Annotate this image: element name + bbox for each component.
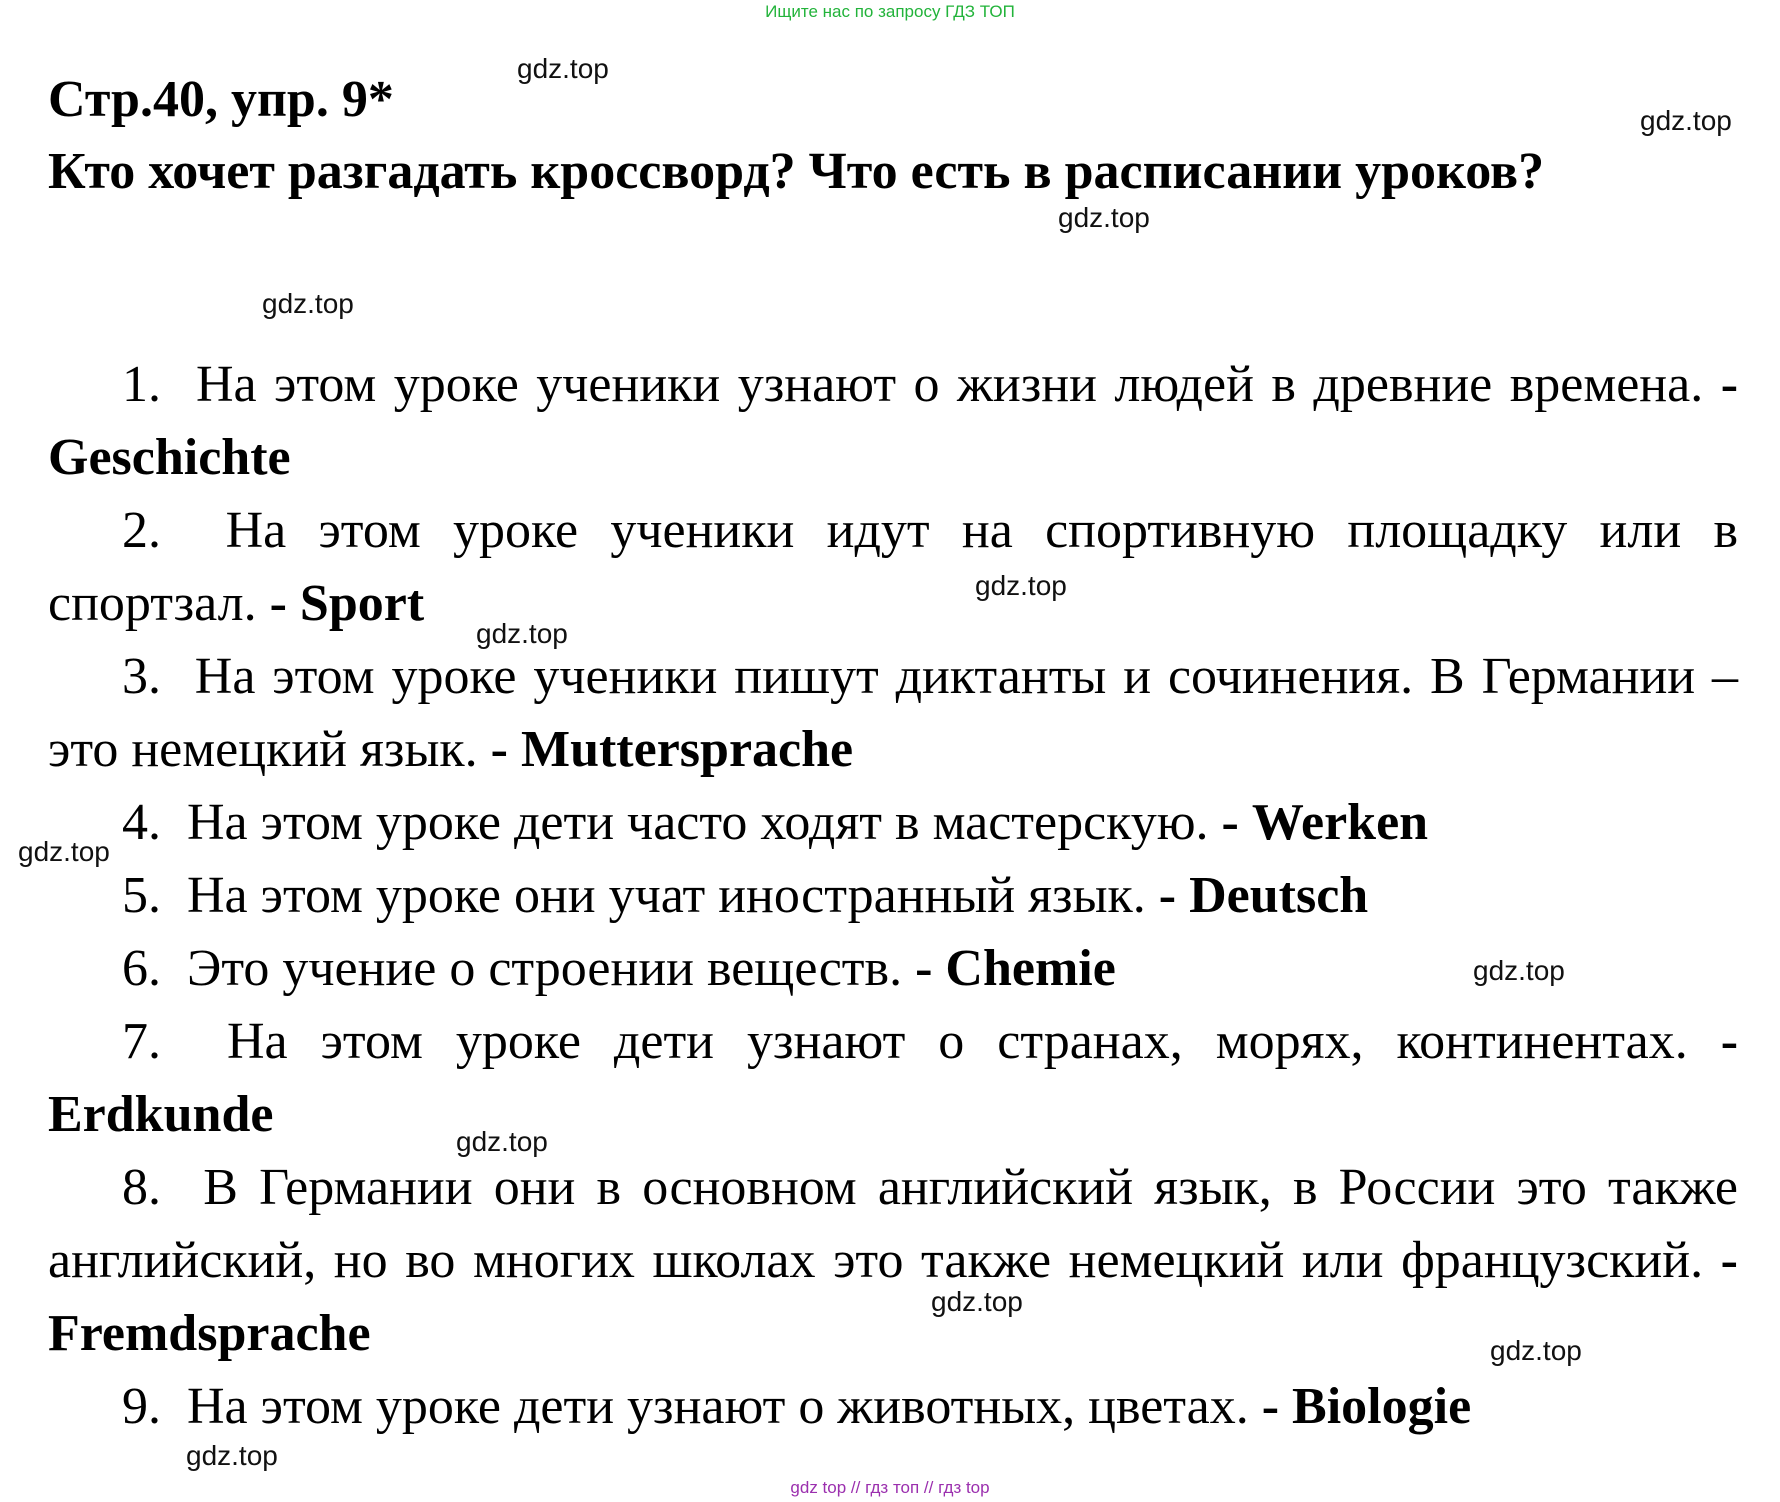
list-item-7 [48,1005,1738,1151]
item-text: На этом уроке дети узнают о странах, морях, континентах. [226,1013,1688,1070]
list-item-2 [48,494,1738,640]
item-text: Это учение о строении веществ. [187,940,903,997]
list-item-1 [48,348,1738,494]
item-text: На этом уроке ученики идут на спортивную площадку или в спортзал. [48,502,1738,632]
exercise-question: Кто хочет разгадать кроссворд? Что есть в расписании уроков? [48,143,1545,200]
list-item-4 [48,786,1738,859]
watermark: gdz.top [262,288,354,319]
list-item-3 [48,640,1738,786]
item-number: 1. [122,356,161,413]
item-number: 2. [122,502,161,559]
item-answer: - Fremdsprache [48,1232,1738,1362]
watermark: gdz.top [476,618,568,649]
watermark: gdz.top [931,1286,1023,1317]
item-number: 9. [122,1378,161,1435]
list-item-8 [48,1151,1738,1370]
watermark: gdz.top [1490,1335,1582,1366]
page-title: Стр.40, упр. 9* [48,71,394,128]
watermark: gdz.top [1640,105,1732,136]
item-answer: - Sport [269,575,425,632]
watermark: gdz.top [1058,202,1150,233]
watermark: gdz.top [1473,955,1565,986]
top-banner: Ищите нас по запросу ГДЗ ТОП [765,2,1015,21]
item-answer: - Erdkunde [48,1013,1739,1143]
watermark: gdz.top [186,1440,278,1471]
watermark: gdz.top [18,836,110,867]
item-number: 6. [122,940,161,997]
item-answer: - Biologie [1261,1378,1472,1435]
item-answer: - Deutsch [1158,867,1369,924]
list-item-5 [48,859,1738,932]
item-text: На этом уроке дети узнают о животных, цветах. [187,1378,1249,1435]
watermark: gdz.top [517,53,609,84]
item-answer: - Werken [1221,794,1429,851]
watermark: gdz.top [456,1126,548,1157]
bottom-banner: gdz top // гдз топ // гдз top [790,1478,990,1497]
item-text: На этом уроке дети часто ходят в мастерскую. [187,794,1209,851]
item-number: 7. [122,1013,161,1070]
watermark: gdz.top [975,570,1067,601]
item-number: 8. [122,1159,161,1216]
item-answer: - Chemie [915,940,1116,997]
list-item-9 [48,1370,1738,1443]
item-number: 5. [122,867,161,924]
item-text: На этом уроке ученики пишут диктанты и сочинения. В Германии – это немецкий язык. [48,648,1739,778]
item-text: На этом уроке они учат иностранный язык. [187,867,1146,924]
item-text: На этом уроке ученики узнают о жизни людей в древние времена. [195,356,1704,413]
item-text: В Германии они в основном английский язык, в России это также английский, но во многих школах это также немецкий или французский. [48,1159,1739,1289]
item-answer: - Muttersprache [490,721,854,778]
item-answer: - Geschichte [48,356,1739,486]
item-number: 3. [122,648,161,705]
item-number: 4. [122,794,161,851]
